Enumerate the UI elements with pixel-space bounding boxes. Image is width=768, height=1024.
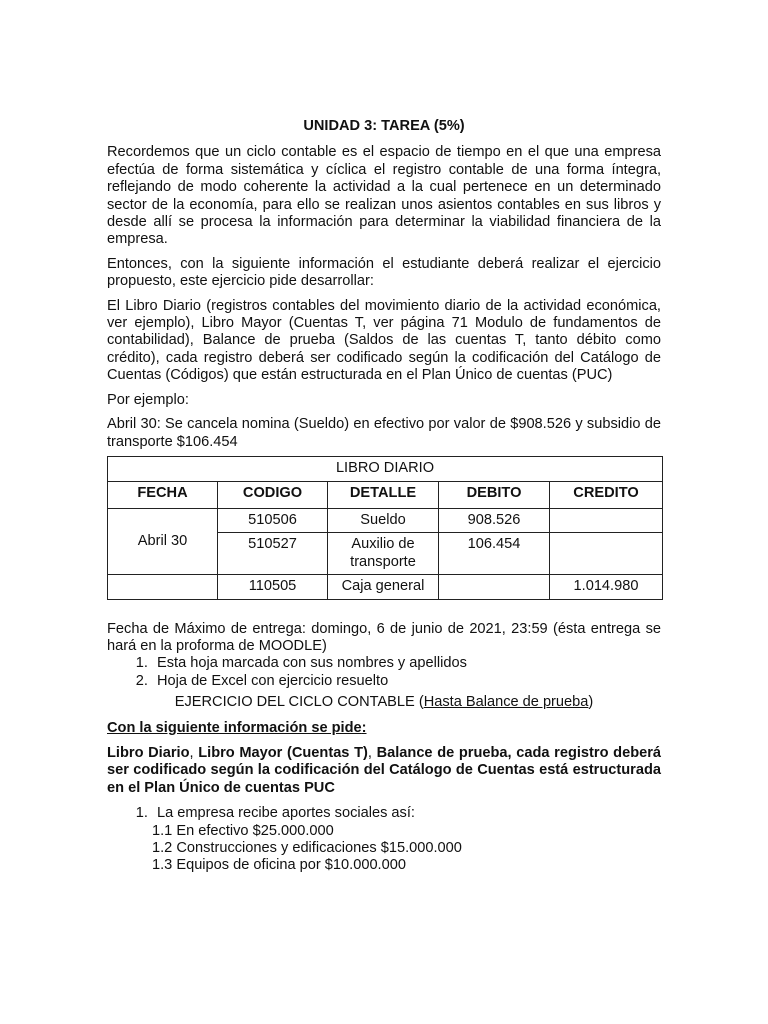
credito-cell xyxy=(550,508,663,532)
req-separator: , xyxy=(189,744,199,761)
req-libro-mayor: Libro Mayor (Cuentas T) xyxy=(198,744,368,761)
delivery-list xyxy=(107,655,661,690)
debito-cell: 908.526 xyxy=(439,508,550,532)
debito-cell xyxy=(439,575,550,599)
list-item: 1. Esta hoja marcada con sus nombres y apellidos xyxy=(152,655,661,672)
list-item: 1. La empresa recibe aportes sociales así: xyxy=(152,805,661,822)
document-title: UNIDAD 3: TAREA (5%) xyxy=(303,118,465,134)
table-caption: LIBRO DIARIO xyxy=(108,456,663,481)
intro-paragraph: Recordemos que un ciclo contable es el espacio de tiempo en el que una empresa efectúa de forma sistemática y cíclica el registro contable de una forma íntegra, reflejando de modo coherente la actividad a la cual pertenece en un determinado sector de la economía, para ello se realizan unos asientos contables en sus libros y desde allí se procesa la información para determinar la viabilidad financiera de la empresa. xyxy=(107,144,661,248)
pide-label: Con la siguiente información se pide xyxy=(107,719,362,736)
libro-diario-table xyxy=(107,456,663,600)
list-item: 1.1 En efectivo $25.000.000 xyxy=(152,822,334,839)
header-fecha: FECHA xyxy=(108,481,218,508)
credito-cell xyxy=(550,533,663,575)
list-item: 2. Hoja de Excel con ejercicio resuelto xyxy=(152,673,661,690)
document-content xyxy=(107,118,661,875)
delivery-date-text: Fecha de Máximo de entrega: domingo, 6 de junio de 2021, 23:59 (ésta entrega se hará en la proforma de MOODLE) xyxy=(107,620,661,654)
fecha-cell: Abril 30 xyxy=(108,508,218,574)
header-debito: DEBITO xyxy=(439,481,550,508)
list-item: 1.3 Equipos de oficina por $10.000.000 xyxy=(152,857,406,874)
req-balance: Balance de prueba, cada registro deberá ser codificado según la codificación del Catálogo de Cuentas está estructurada en el Plan Único de cuentas PUC xyxy=(107,744,662,796)
header-detalle: DETALLE xyxy=(328,481,439,508)
instructions-paragraph: Entonces, con la siguiente información el estudiante deberá realizar el ejercicio propuesto, este ejercicio pide desarrollar: xyxy=(107,255,661,290)
exercise-heading-suffix: ) xyxy=(588,694,594,711)
codigo-cell: 510506 xyxy=(218,508,328,532)
req-libro-diario: Libro Diario xyxy=(107,744,190,761)
pide-heading xyxy=(107,720,661,737)
detalle-cell: Auxilio de transporte xyxy=(328,533,439,575)
exercise-heading-underlined: Hasta Balance de prueba xyxy=(423,694,589,711)
codigo-cell: 510527 xyxy=(218,533,328,575)
subitem-list xyxy=(107,823,661,875)
example-paragraph: Abril 30: Se cancela nomina (Sueldo) en efectivo por valor de $908.526 y subsidio de transporte $106.454 xyxy=(107,416,661,450)
exercise-heading xyxy=(107,694,661,711)
exercise-heading-prefix: EJERCICIO DEL CICLO CONTABLE ( xyxy=(174,694,424,711)
detalle-cell: Caja general xyxy=(328,575,439,599)
list-item: 1.2 Construcciones y edificaciones $15.000.000 xyxy=(152,840,462,856)
empty-fecha-cell xyxy=(108,575,218,599)
exercise-list xyxy=(107,805,661,822)
requirements-paragraph: El Libro Diario (registros contables del movimiento diario de la actividad económica, ver ejemplo), Libro Mayor (Cuentas T, ver página 71 Modulo de fundamentos de contabilidad), Balance de prueba (Saldos de las cuentas T, tanto débito como crédito), cada registro deberá ser codificado según la codificación del Catálogo de Cuentas (Códigos) que están estructurada en el Plan Único de cuentas (PUC) xyxy=(107,297,661,384)
credito-cell: 1.014.980 xyxy=(550,575,663,599)
req-separator: , xyxy=(367,744,377,761)
exercise-requirements xyxy=(107,745,661,797)
pide-colon: : xyxy=(361,719,367,736)
header-codigo: CODIGO xyxy=(218,481,328,508)
detalle-cell: Sueldo xyxy=(328,508,439,532)
table-row xyxy=(108,575,663,599)
codigo-cell: 110505 xyxy=(218,575,328,599)
header-credito: CREDITO xyxy=(550,481,663,508)
table-header-row xyxy=(108,481,663,508)
example-label: Por ejemplo: xyxy=(107,391,189,408)
debito-cell: 106.454 xyxy=(439,533,550,575)
table-row xyxy=(108,508,663,532)
